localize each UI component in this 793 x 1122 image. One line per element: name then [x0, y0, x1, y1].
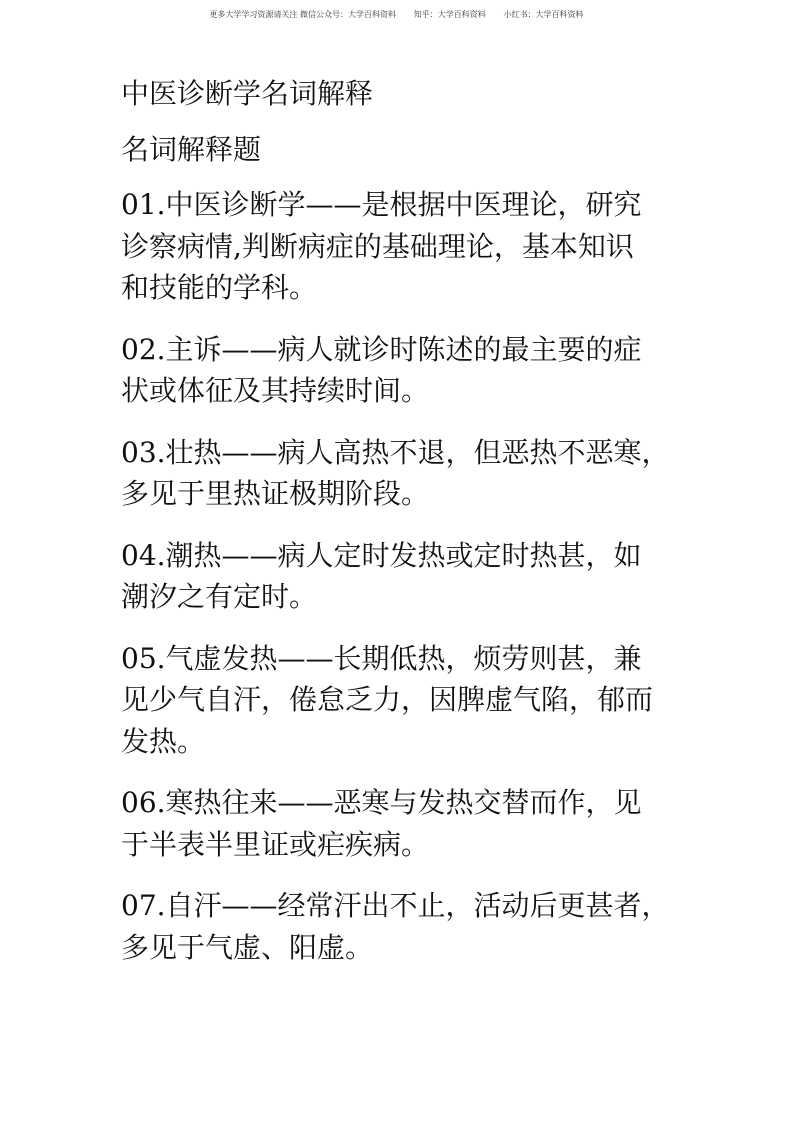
section-title: 名词解释题	[121, 133, 262, 166]
entry-line: 诊察病情,判断病症的基础理论，基本知识	[121, 229, 634, 263]
term-entry-06	[121, 782, 681, 865]
entry-line: 多见于里热证极期阶段。	[121, 477, 430, 510]
term-entry-04	[121, 535, 681, 618]
term-entry-01	[121, 184, 681, 309]
entry-line: 02.主诉——病人就诊时陈述的最主要的症	[121, 332, 642, 366]
entry-line: 04.潮热——病人定时发热或定时热甚，如	[121, 538, 642, 572]
entry-line: 见少气自汗，倦怠乏力，因脾虚气陷，郁而	[121, 683, 654, 716]
entry-line: 06.寒热往来——恶寒与发热交替而作，见	[121, 786, 642, 819]
entry-line: 状或体征及其持续时间。	[121, 374, 430, 407]
document-body	[121, 74, 681, 988]
entry-line: 05.气虚发热——长期低热，烦劳则甚，兼	[121, 641, 642, 675]
term-entry-05	[121, 638, 681, 763]
document-title: 中医诊断学名词解释	[121, 77, 374, 110]
entry-line: 发热。	[121, 724, 206, 758]
page-header-note: 更多大学学习资源请关注 微信公众号：大学百科资料 知乎：大学百科资料 小红书：大学百科资料	[209, 10, 584, 19]
entry-line: 潮汐之有定时。	[121, 580, 318, 613]
entry-line: 03.壮热——病人高热不退，但恶热不恶寒，	[121, 435, 670, 469]
entry-line: 多见于气虚、阳虚。	[121, 930, 374, 964]
entry-line: 和技能的学科。	[121, 271, 318, 304]
term-entry-07	[121, 885, 681, 968]
entry-line: 于半表半里证或疟疾病。	[121, 827, 430, 861]
term-entry-03	[121, 432, 681, 515]
entry-line: 01.中医诊断学——是根据中医理论，研究	[121, 188, 642, 221]
entry-line: 07.自汗——经常汗出不止，活动后更甚者，	[121, 889, 670, 922]
term-entry-02	[121, 329, 681, 412]
